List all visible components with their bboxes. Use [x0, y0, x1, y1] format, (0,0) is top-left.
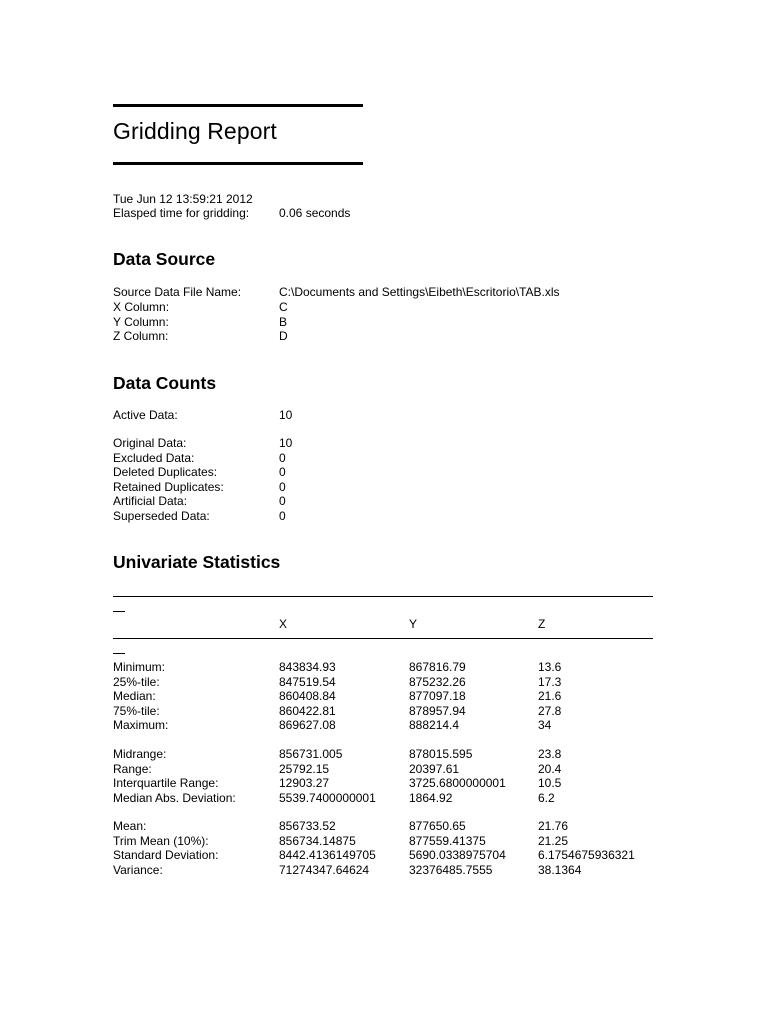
- title-bottom-rule: [113, 162, 363, 165]
- stat-y: 875232.26: [409, 675, 466, 689]
- stat-y: 888214.4: [409, 718, 460, 732]
- stat-x: 25792.15: [279, 762, 330, 776]
- table-header-rule: [113, 638, 653, 639]
- elapsed-time-label: Elasped time for gridding:: [113, 206, 250, 220]
- table-row: [113, 675, 673, 690]
- stat-x: 8442.4136149705: [279, 848, 376, 862]
- data-counts-label: Active Data:: [113, 408, 178, 422]
- data-counts-label: Excluded Data:: [113, 451, 195, 465]
- stat-y: 1864.92: [409, 791, 453, 805]
- data-counts-value: 0: [279, 509, 286, 523]
- table-top-rule-wrap: [113, 611, 125, 612]
- stat-y: 878957.94: [409, 704, 466, 718]
- stat-x: 860422.81: [279, 704, 336, 718]
- stat-x: 856731.005: [279, 747, 343, 761]
- data-counts-value: 10: [279, 436, 293, 450]
- stat-z: 20.4: [538, 762, 562, 776]
- stat-label: Trim Mean (10%):: [113, 834, 209, 848]
- table-row: [113, 848, 673, 863]
- column-header-y: Y: [409, 617, 418, 631]
- stat-z: 34: [538, 718, 552, 732]
- stat-label: Median:: [113, 689, 156, 703]
- stat-x: 847519.54: [279, 675, 336, 689]
- stat-x: 5539.7400000001: [279, 791, 376, 805]
- table-row: [113, 660, 673, 675]
- stat-y: 5690.0338975704: [409, 848, 506, 862]
- table-row: [113, 791, 673, 806]
- data-counts-value: 0: [279, 465, 286, 479]
- table-row: [113, 819, 673, 834]
- table-row: [113, 747, 673, 762]
- stat-label: Variance:: [113, 863, 163, 877]
- stat-z: 13.6: [538, 660, 562, 674]
- stat-z: 27.8: [538, 704, 562, 718]
- title-top-rule: [113, 104, 363, 107]
- stat-z: 21.76: [538, 819, 569, 833]
- stat-x: 843834.93: [279, 660, 336, 674]
- data-counts-heading: Data Counts: [113, 373, 217, 393]
- data-counts-value: 10: [279, 408, 293, 422]
- stat-z: 21.6: [538, 689, 562, 703]
- stat-label: Minimum:: [113, 660, 166, 674]
- stat-x: 856734.14875: [279, 834, 356, 848]
- data-source-value: D: [279, 329, 288, 343]
- data-counts-label: Artificial Data:: [113, 494, 188, 508]
- stat-label: Mean:: [113, 819, 147, 833]
- data-counts-label: Deleted Duplicates:: [113, 465, 218, 479]
- stat-z: 6.2: [538, 791, 555, 805]
- elapsed-time-value: 0.06 seconds: [279, 206, 351, 220]
- stat-y: 877650.65: [409, 819, 466, 833]
- stat-z: 21.25: [538, 834, 569, 848]
- table-row: [113, 834, 673, 849]
- column-header-z: Z: [538, 617, 546, 631]
- stat-label: Midrange:: [113, 747, 167, 761]
- data-source-label: X Column:: [113, 300, 170, 314]
- stat-y: 867816.79: [409, 660, 466, 674]
- data-counts-value: 0: [279, 451, 286, 465]
- data-counts-label: Superseded Data:: [113, 509, 210, 523]
- stat-z: 6.1754675936321: [538, 848, 635, 862]
- data-source-label: Y Column:: [113, 315, 169, 329]
- data-source-value: C:\Documents and Settings\Eibeth\Escritorio\TAB.xls: [279, 285, 560, 299]
- stat-y: 877559.41375: [409, 834, 486, 848]
- table-row: [113, 863, 673, 878]
- report-title: Gridding Report: [113, 118, 277, 144]
- stat-label: Interquartile Range:: [113, 776, 219, 790]
- stat-label: 25%-tile:: [113, 675, 160, 689]
- stat-x: 856733.52: [279, 819, 336, 833]
- stat-y: 3725.6800000001: [409, 776, 506, 790]
- stat-y: 877097.18: [409, 689, 466, 703]
- data-counts-value: 0: [279, 494, 286, 508]
- table-row: [113, 704, 673, 719]
- stat-z: 10.5: [538, 776, 562, 790]
- stat-y: 20397.61: [409, 762, 460, 776]
- stat-label: 75%-tile:: [113, 704, 160, 718]
- table-row: [113, 762, 673, 777]
- stat-x: 71274347.64624: [279, 863, 370, 877]
- data-counts-value: 0: [279, 480, 286, 494]
- data-source-label: Z Column:: [113, 329, 169, 343]
- column-header-x: X: [279, 617, 288, 631]
- table-header-rule-wrap: [113, 653, 125, 654]
- table-row: [113, 718, 673, 733]
- data-counts-label: Original Data:: [113, 436, 187, 450]
- data-counts-label: Retained Duplicates:: [113, 480, 224, 494]
- report-timestamp: Tue Jun 12 13:59:21 2012: [113, 192, 253, 206]
- stat-x: 869627.08: [279, 718, 336, 732]
- table-row: [113, 689, 673, 704]
- stat-z: 38.1364: [538, 863, 582, 877]
- data-source-value: C: [279, 300, 288, 314]
- stat-y: 878015.595: [409, 747, 473, 761]
- stat-x: 860408.84: [279, 689, 336, 703]
- table-top-rule: [113, 596, 653, 597]
- table-header-row: [113, 617, 673, 632]
- stat-label: Range:: [113, 762, 152, 776]
- stat-label: Standard Deviation:: [113, 848, 219, 862]
- stat-z: 23.8: [538, 747, 562, 761]
- stat-z: 17.3: [538, 675, 562, 689]
- data-source-heading: Data Source: [113, 249, 216, 269]
- data-source-label: Source Data File Name:: [113, 285, 242, 299]
- data-source-value: B: [279, 315, 288, 329]
- univariate-statistics-heading: Univariate Statistics: [113, 552, 281, 572]
- stat-label: Median Abs. Deviation:: [113, 791, 236, 805]
- stat-y: 32376485.7555: [409, 863, 493, 877]
- stat-x: 12903.27: [279, 776, 330, 790]
- table-row: [113, 776, 673, 791]
- stat-label: Maximum:: [113, 718, 169, 732]
